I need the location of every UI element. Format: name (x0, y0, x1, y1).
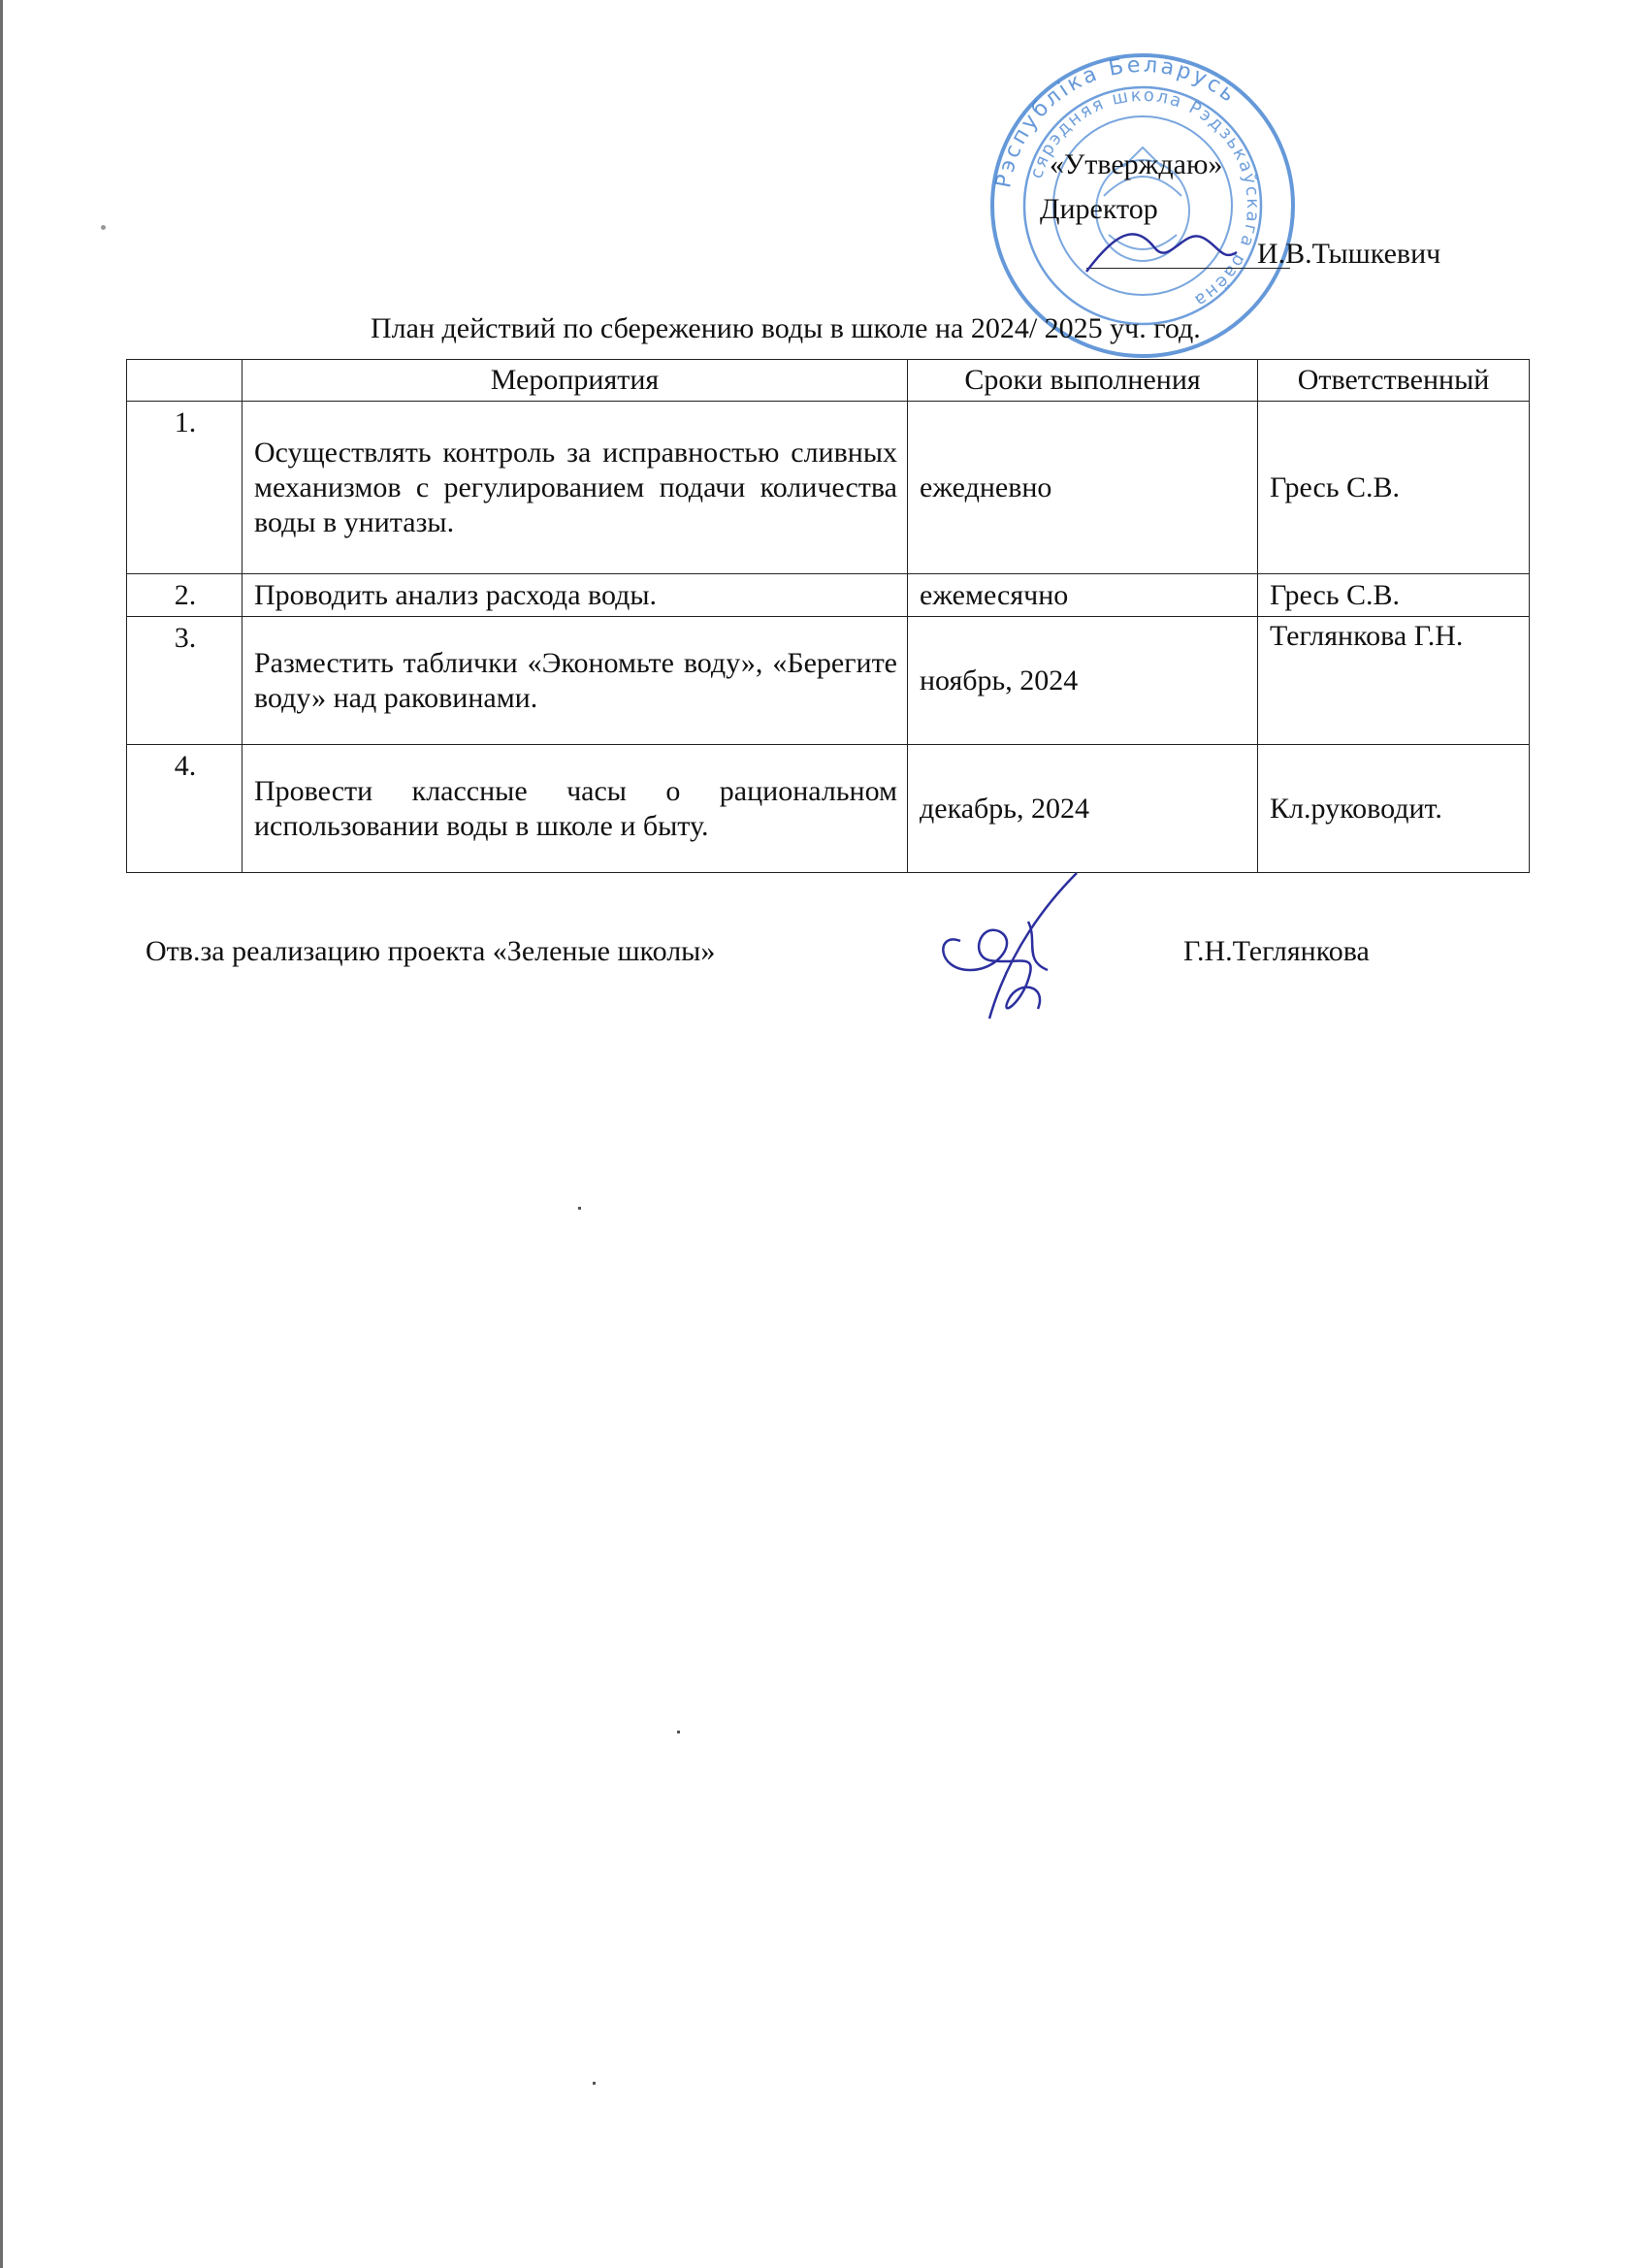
scan-speck (101, 225, 106, 230)
header-activity: Мероприятия (242, 360, 908, 402)
table-row (127, 617, 1530, 745)
approval-director-name: И.В.Тышкевич (1257, 238, 1441, 270)
header-number (127, 360, 242, 402)
row-term: ноябрь, 2024 (908, 617, 1258, 745)
row-number: 2. (127, 574, 242, 617)
header-responsible: Ответственный (1258, 360, 1530, 402)
scan-speck (578, 1207, 581, 1210)
footer-label: Отв.за реализацию проекта «Зеленые школы» (146, 935, 716, 967)
row-number: 1. (127, 402, 242, 574)
row-responsible: Гресь С.В. (1258, 574, 1530, 617)
row-responsible: Гресь С.В. (1258, 402, 1530, 574)
svg-text:сярэдняя школа Рэдзькаўскага р: сярэдняя школа Рэдзькаўскага раёна (1025, 84, 1264, 312)
row-activity: Осуществлять контроль за исправностью сливных механизмов с регулированием подачи количества воды в унитазы. (242, 402, 908, 574)
row-number: 3. (127, 617, 242, 745)
scan-edge (0, 0, 3, 2268)
director-signature (1077, 213, 1242, 281)
row-responsible: Кл.руководит. (1258, 745, 1530, 873)
row-activity: Провести классные часы о рациональном использовании воды в школе и быту. (242, 745, 908, 873)
row-term: декабрь, 2024 (908, 745, 1258, 873)
row-activity: Разместить таблички «Экономьте воду», «Берегите воду» над раковинами. (242, 617, 908, 745)
table-row (127, 402, 1530, 574)
row-term: ежемесячно (908, 574, 1258, 617)
row-responsible: Теглянкова Г.Н. (1258, 617, 1530, 745)
table-row (127, 745, 1530, 873)
approval-heading: «Утверждаю» (1050, 148, 1223, 180)
responsible-signature (931, 863, 1086, 1028)
plan-table (126, 359, 1530, 873)
scan-speck (593, 2082, 596, 2085)
table-row (127, 574, 1530, 617)
svg-text:Рэспубліка Беларусь: Рэспубліка Беларусь (991, 52, 1242, 190)
footer-responsible-name: Г.Н.Теглянкова (1183, 935, 1370, 967)
approval-position: Директор (1040, 193, 1158, 225)
row-term: ежедневно (908, 402, 1258, 574)
document-title: План действий по сбережению воды в школе на 2024/ 2025 уч. год. (371, 312, 1201, 344)
scan-speck (677, 1731, 680, 1733)
row-activity: Проводить анализ расхода воды. (242, 574, 908, 617)
row-number: 4. (127, 745, 242, 873)
table-header-row (127, 360, 1530, 402)
header-term: Сроки выполнения (908, 360, 1258, 402)
